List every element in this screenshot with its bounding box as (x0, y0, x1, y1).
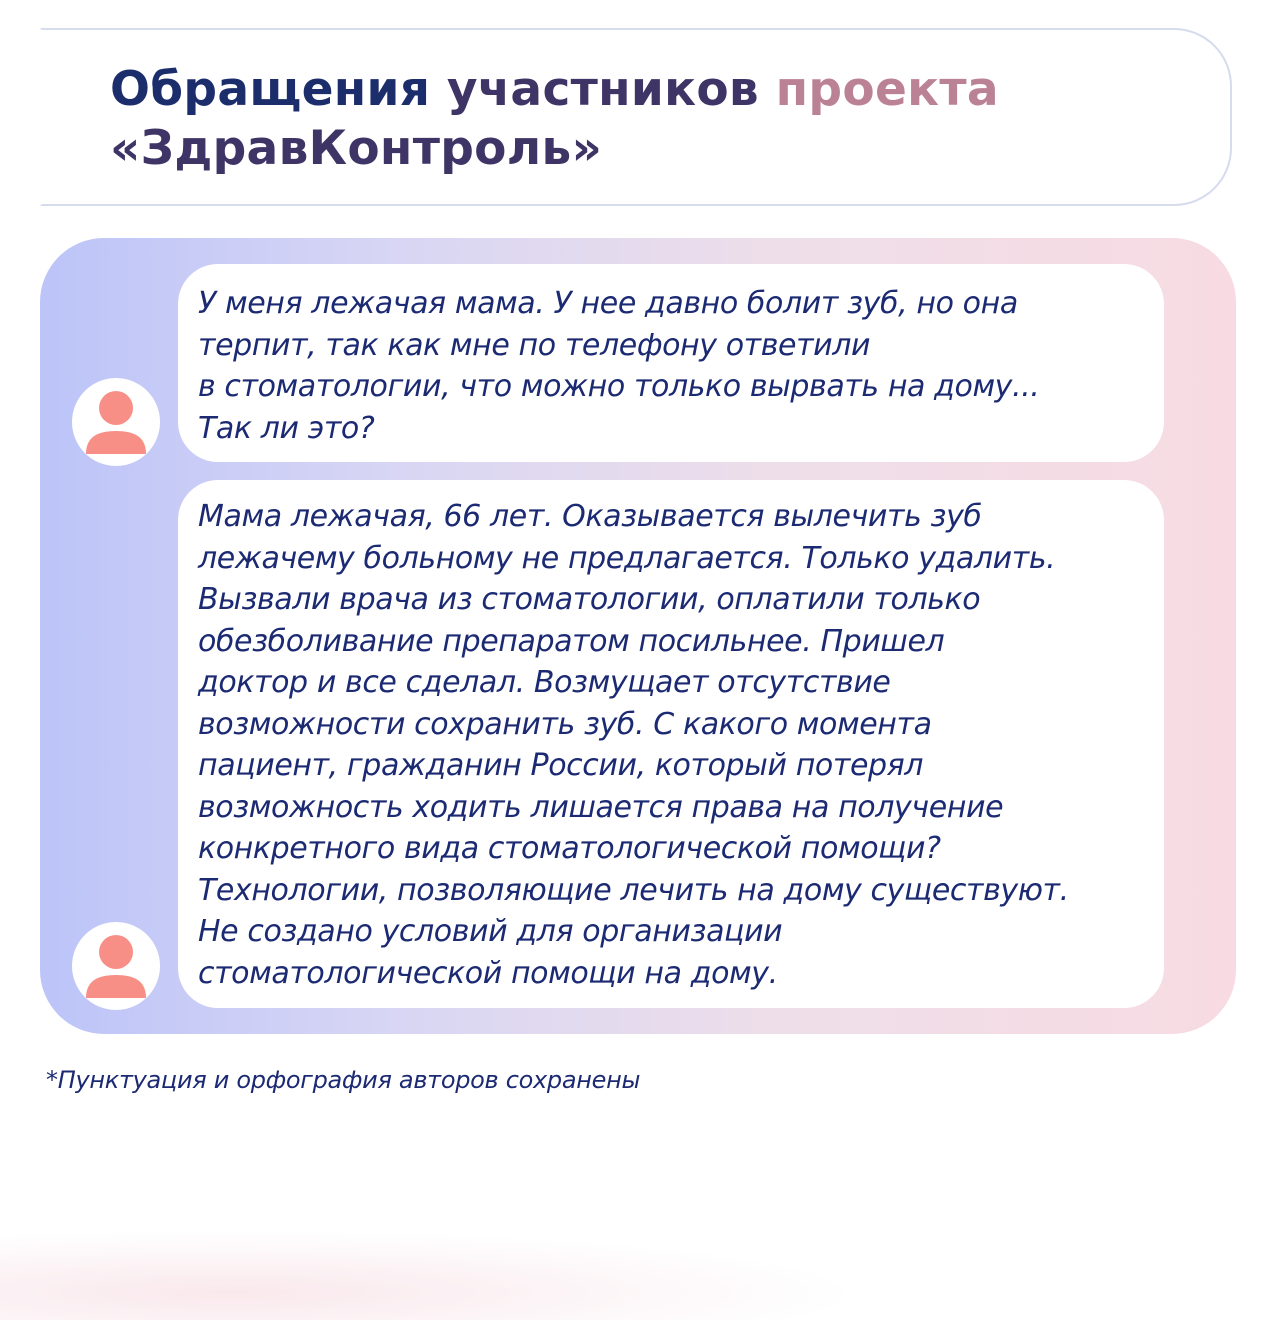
message-2-line: конкретного вида стоматологической помощи? (198, 831, 941, 866)
message-1-line: У меня лежачая мама. У нее давно болит зуб, но она (198, 286, 1018, 321)
message-2-line: Мама лежачая, 66 лет. Оказывается вылечить зуб (198, 499, 982, 534)
message-2-line: стоматологической помощи на дому. (198, 955, 778, 991)
message-2-line: Технологии, позволяющие лечить на дому существуют. (198, 872, 1069, 908)
avatar-1 (72, 378, 160, 466)
message-2-line: пациент, гражданин России, который потерял (198, 748, 924, 783)
footnote: *Пунктуация и орфография авторов сохранены (46, 1066, 641, 1094)
avatar-2 (72, 922, 160, 1010)
message-text-1 (198, 283, 1039, 449)
message-2-line: доктор и все сделал. Возмущает отсутствие (198, 665, 891, 700)
message-2-line: возможность ходить лишается права на получение (198, 789, 1004, 825)
user-avatar-icon (72, 922, 160, 1010)
title-line-1 (110, 60, 999, 119)
message-2-line: возможности сохранить зуб. С какого момента (198, 706, 932, 742)
message-1-line: в стоматологии, что можно только вырвать на дому... (198, 369, 1040, 404)
user-avatar-icon (72, 378, 160, 466)
message-text-2 (198, 496, 1069, 994)
message-2-line: Не создано условий для организации (198, 914, 783, 949)
message-1-line: терпит, так как мне по телефону ответили (198, 327, 871, 363)
message-2-line: лежачему больному не предлагается. Только удалить. (198, 540, 1056, 576)
message-1-line: Так ли это? (198, 410, 375, 446)
page-title (110, 60, 999, 178)
message-2-line: обезболивание препаратом посильнее. Пришел (198, 623, 945, 659)
decorative-background-glow (0, 1230, 860, 1320)
message-2-line: Вызвали врача из стоматологии, оплатили только (198, 582, 981, 617)
title-word-1: Обращения (110, 62, 431, 117)
title-line-2: «ЗдравКонтроль» (110, 121, 603, 176)
title-word-2: участников (446, 62, 759, 117)
title-word-3: проекта (775, 62, 999, 117)
